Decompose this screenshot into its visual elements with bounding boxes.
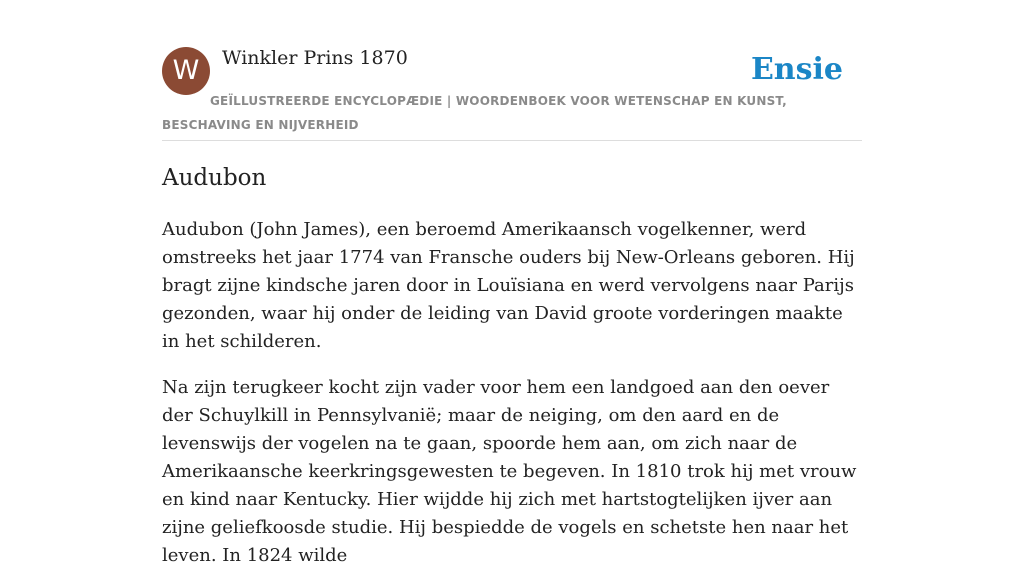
article-paragraph: Na zijn terugkeer kocht zijn vader voor hem een landgoed aan den oever der Schuylkill in Pennsylvanië; maar de neiging, om den aard en de levenswijs der vogelen na te gaan, spoorde hem aan, om zich naar de Amerikaansche keerkringsgewesten te begeven. In 1810 trok hij met vrouw en kind naar Kentucky. Hier wijdde hij zich met hartstogtelijken ijver aan zijne geliefkoosde studie. Hij bespiedde de vogels en schetste hen naar het leven. In 1824 wilde <box>162 377 857 566</box>
source-title-link[interactable]: Winkler Prins 1870 <box>222 47 408 69</box>
ensie-logo-link[interactable]: Ensie <box>750 52 843 87</box>
article-title: Audubon <box>162 165 267 191</box>
source-avatar[interactable]: W <box>162 47 210 95</box>
source-subtitle: GEÏLLUSTREERDE ENCYCLOPÆDIE | WOORDENBOEK VOOR WETENSCHAP EN KUNST, BESCHAVING EN NIJVERHEID <box>162 94 787 132</box>
article-body <box>162 216 862 588</box>
article-paragraph: Audubon (John James), een beroemd Amerikaansch vogelkenner, werd omstreeks het jaar 1774 van Fransche ouders bij New-Orleans geboren. Hij bragt zijne kindsche jaren door in Louïsiana en werd vervolgens naar Parijs gezonden, waar hij onder de leiding van David groote vorderingen maakte in het schilderen. <box>162 219 855 352</box>
source-header <box>162 46 862 141</box>
